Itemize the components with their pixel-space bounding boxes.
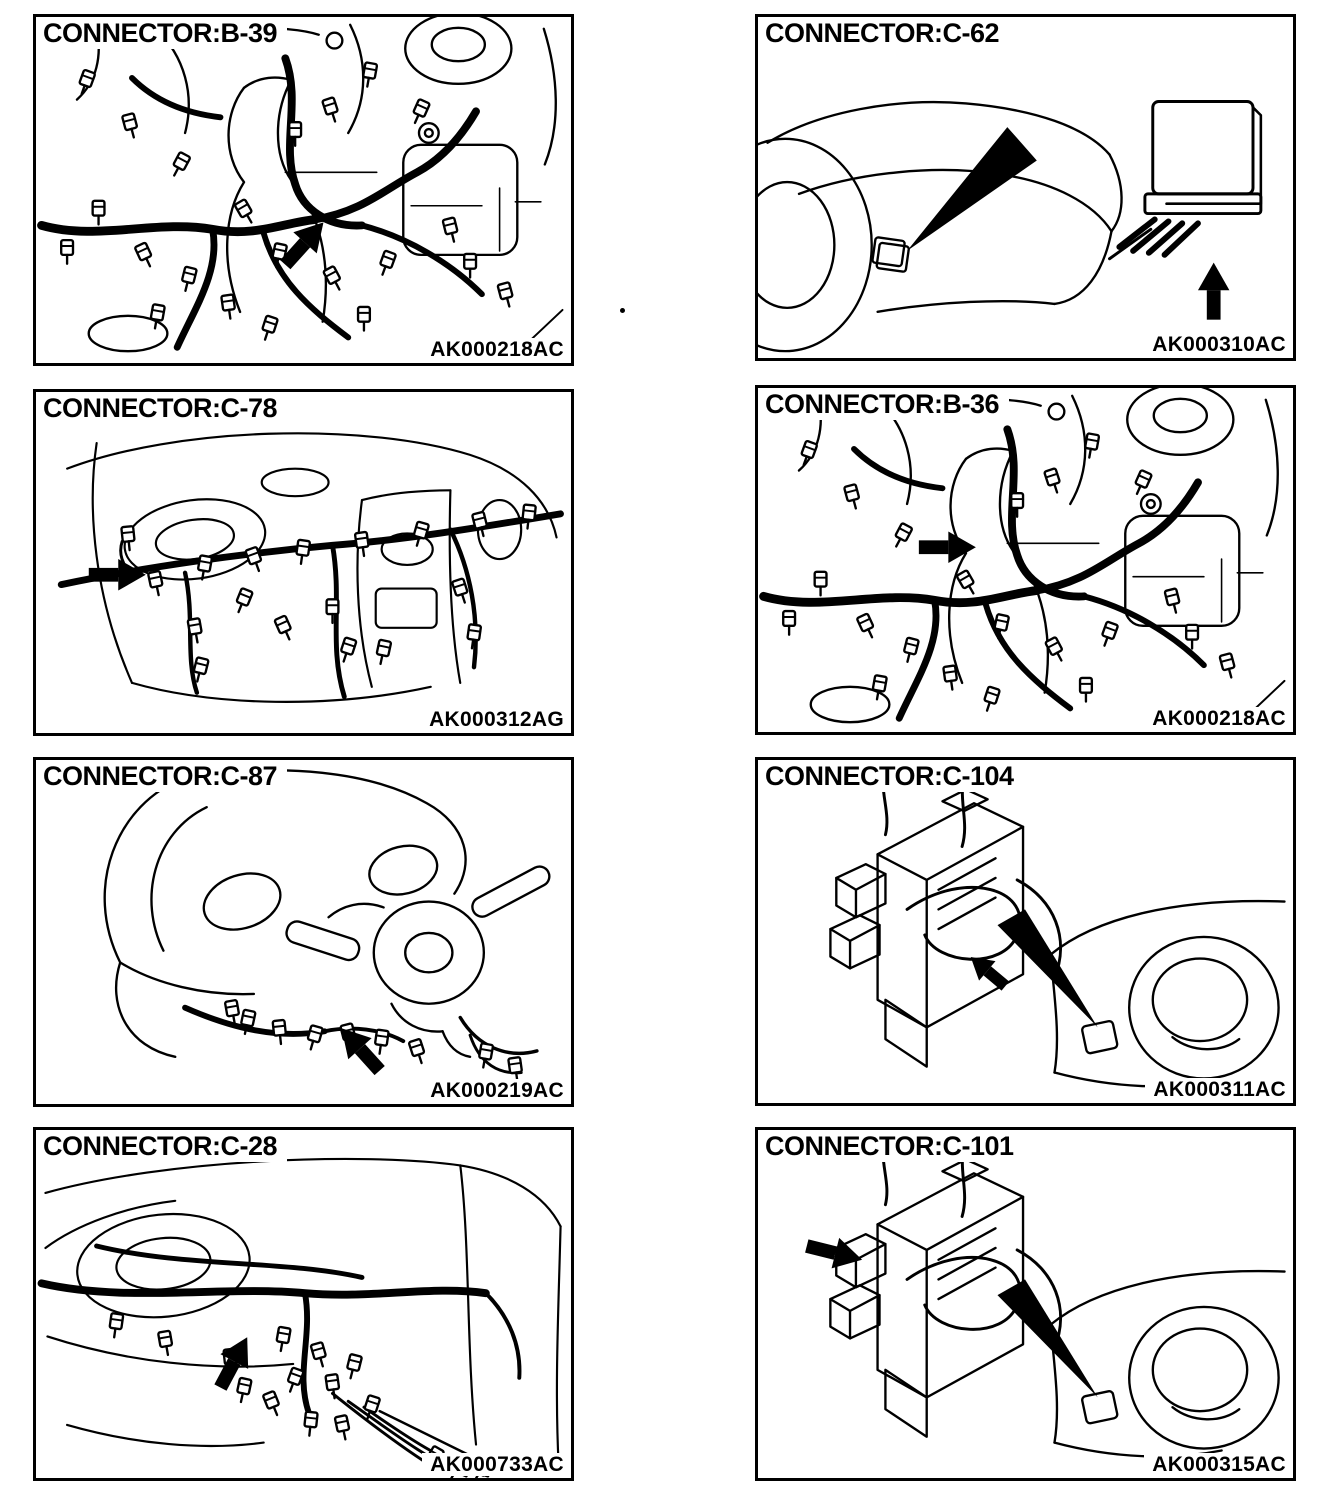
dashboard-sketch xyxy=(42,1159,561,1478)
panel-connector-c28 xyxy=(33,1127,574,1481)
engine-harness-diagram xyxy=(758,388,1293,732)
steering-column-diagram xyxy=(36,760,571,1104)
panel-title: CONNECTOR:C-87 xyxy=(43,762,287,792)
figure-code: AK000218AC xyxy=(1144,707,1286,730)
ecu-location-diagram xyxy=(758,17,1293,358)
location-arrow-icon xyxy=(963,947,1014,996)
engine-harness-diagram xyxy=(36,17,571,363)
figure-code: AK000311AC xyxy=(1145,1078,1286,1101)
figure-code: AK000315AC xyxy=(1144,1453,1286,1476)
location-arrow-icon xyxy=(207,1330,262,1395)
figure-code: AK000218AC xyxy=(422,338,564,361)
junction-block-diagram xyxy=(758,760,1293,1103)
figure-code: AK000312AG xyxy=(421,708,564,731)
panel-connector-b36 xyxy=(755,385,1296,735)
figure-code: AK000219AC xyxy=(422,1079,564,1102)
dash-harness-diagram xyxy=(36,392,571,733)
panel-title: CONNECTOR:C-78 xyxy=(43,394,287,424)
dash-harness-diagram xyxy=(36,1130,571,1478)
figure-code: AK000310AC xyxy=(1144,333,1286,356)
location-arrow-icon xyxy=(1198,263,1229,320)
figure-code: AK000733AC xyxy=(422,1453,564,1476)
panel-connector-c101 xyxy=(755,1127,1296,1481)
panel-connector-c78 xyxy=(33,389,574,736)
panel-title: CONNECTOR:B-36 xyxy=(765,390,1009,420)
ecu-detail-sketch xyxy=(1110,102,1261,259)
panel-title: CONNECTOR:C-62 xyxy=(765,19,1009,49)
cluster-column-sketch xyxy=(105,770,553,1082)
panel-connector-b39 xyxy=(33,14,574,366)
junction-block-diagram xyxy=(758,1130,1293,1478)
panel-title: CONNECTOR:B-39 xyxy=(43,19,287,49)
panel-title: CONNECTOR:C-101 xyxy=(765,1132,1024,1162)
panel-connector-c104 xyxy=(755,757,1296,1106)
panel-connector-c62 xyxy=(755,14,1296,361)
dashboard-sketch xyxy=(61,433,560,702)
panel-title: CONNECTOR:C-28 xyxy=(43,1132,287,1162)
stray-dot xyxy=(620,308,625,313)
panel-connector-c87 xyxy=(33,757,574,1107)
callout-triangle-icon xyxy=(907,127,1037,251)
location-arrow-icon xyxy=(919,531,976,562)
panel-title: CONNECTOR:C-104 xyxy=(765,762,1024,792)
